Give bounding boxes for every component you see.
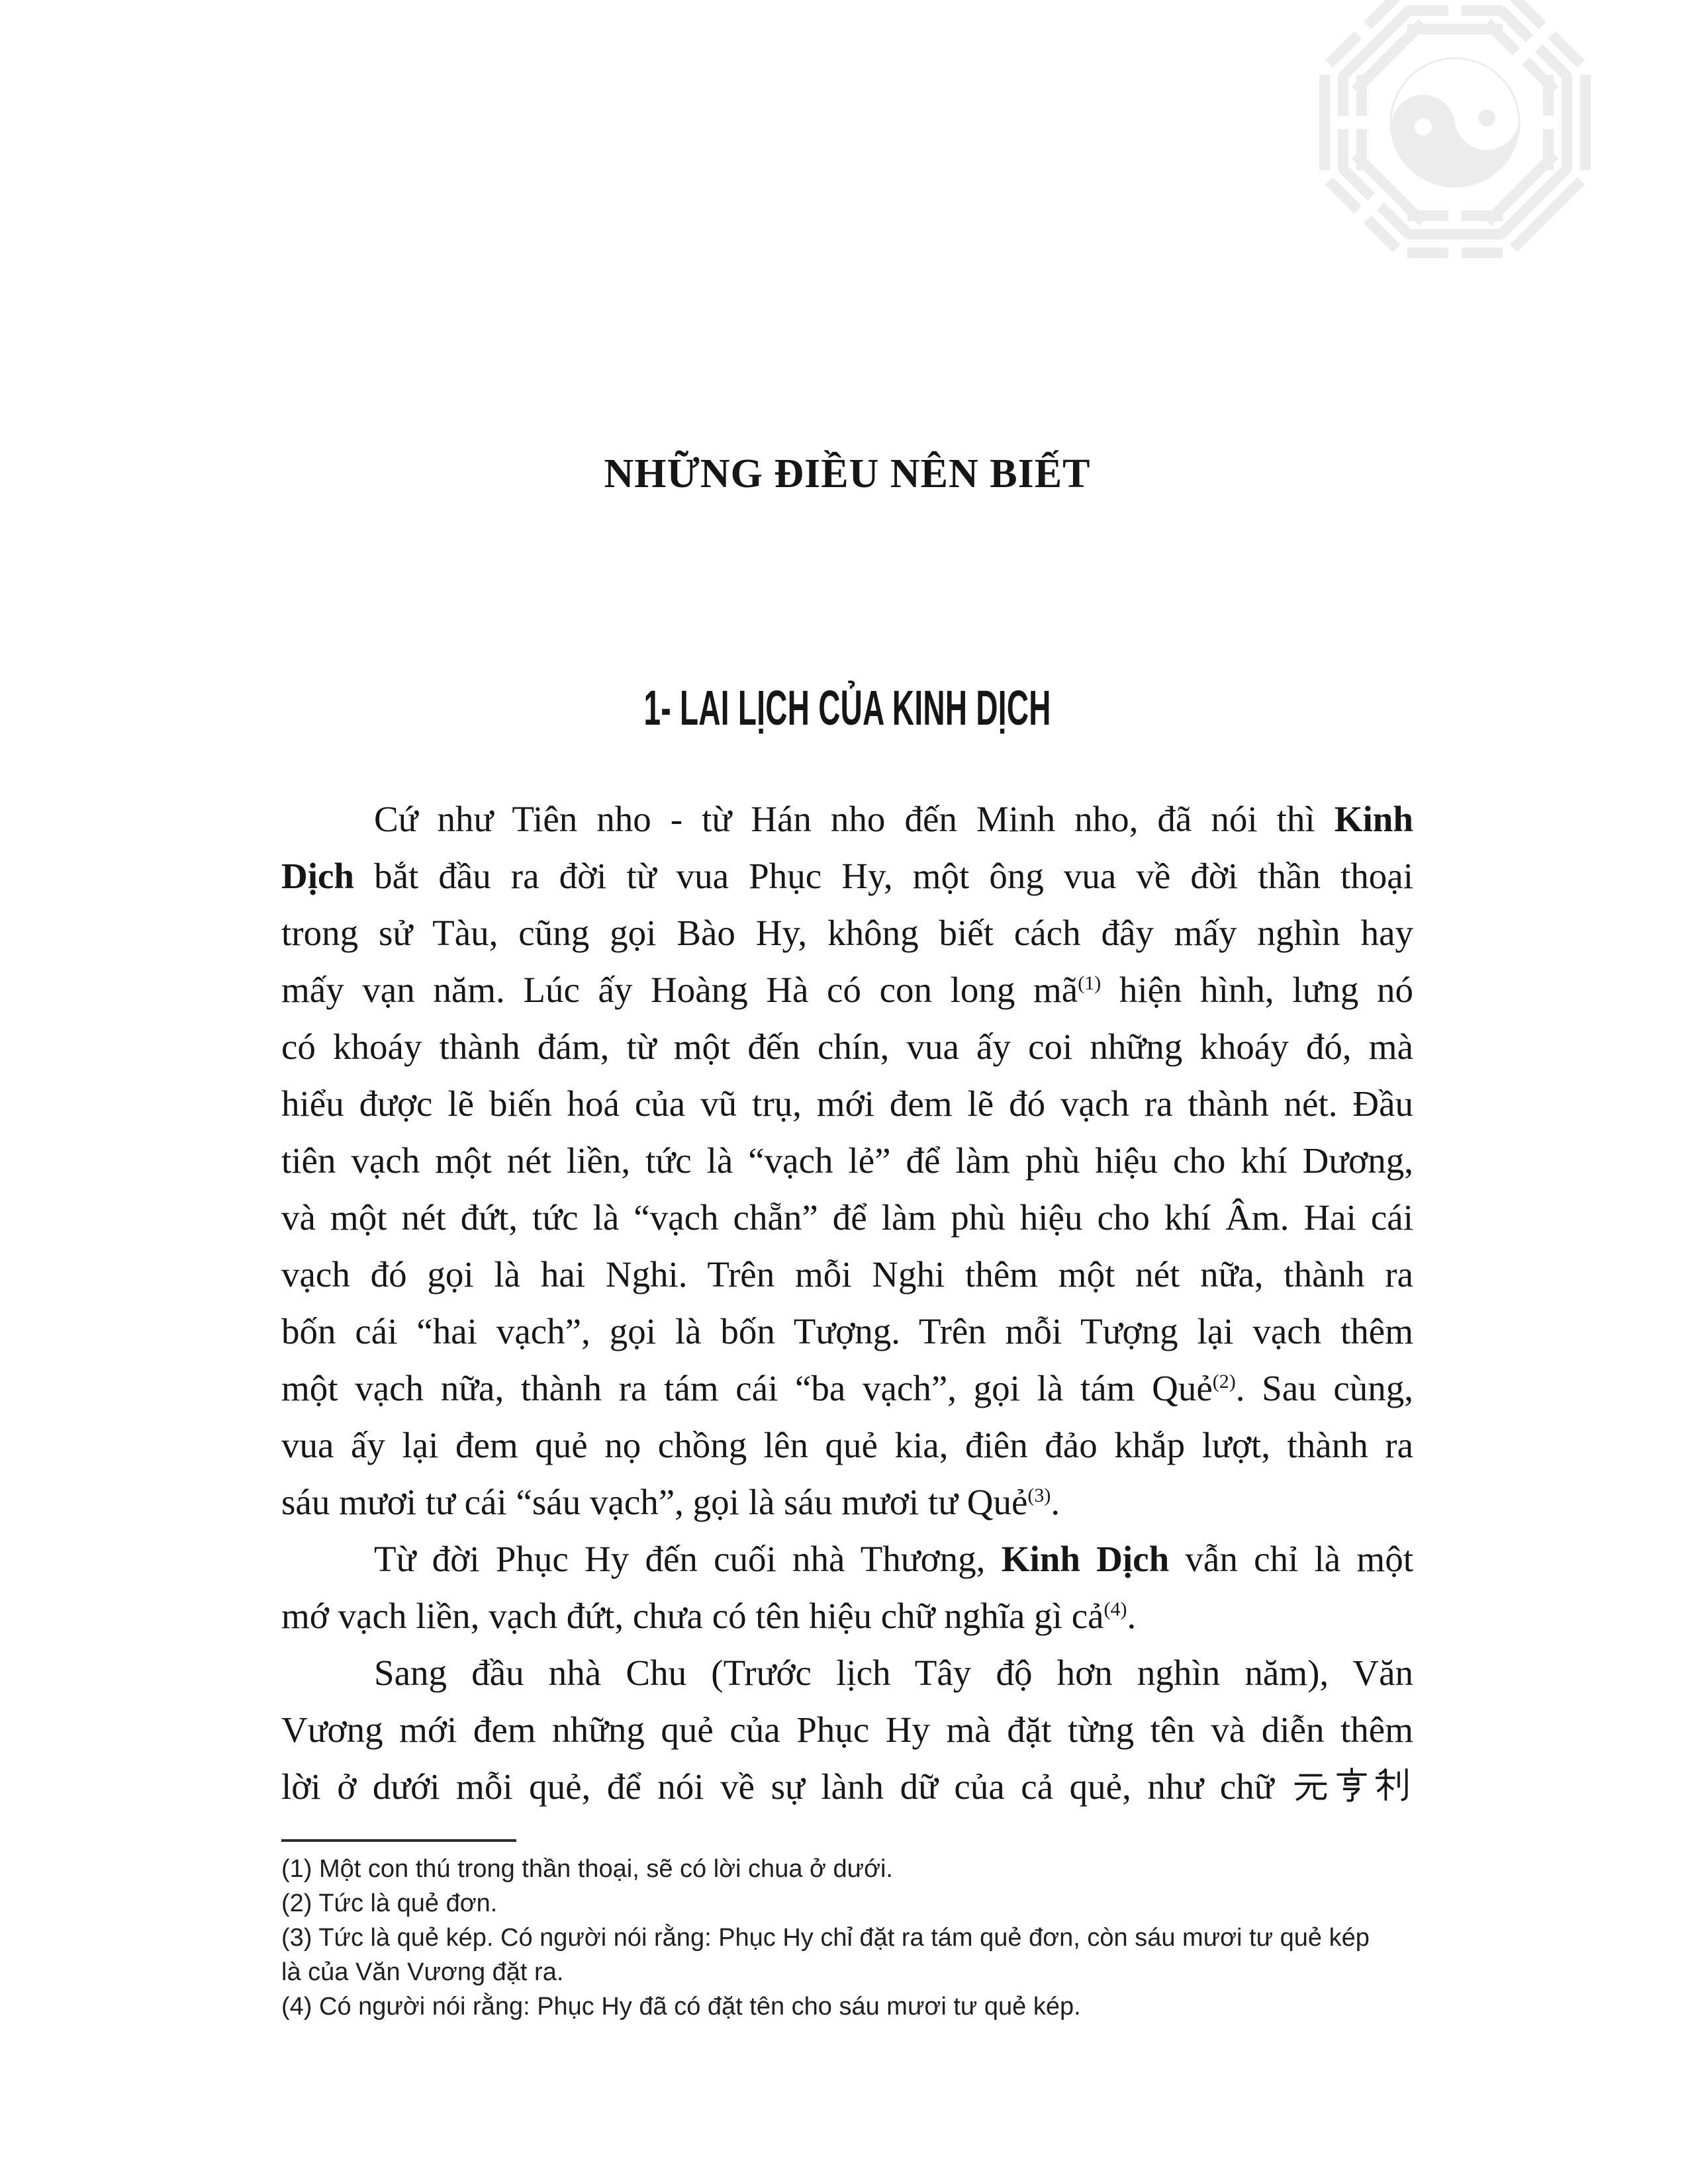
- body-line: sáu mươi tư cái “sáu vạch”, gọi là sáu mươi tư Quẻ$^{(3)}$.: [281, 1482, 1060, 1522]
- section-heading-text: 1- LAI LỊCH CỦA KINH DỊCH: [643, 680, 1051, 735]
- han-char-heng: [1333, 1766, 1370, 1803]
- bold-term: Dịch: [281, 856, 354, 896]
- bold-term: Kinh Dịch: [1001, 1539, 1170, 1579]
- body-line: Sang đầu nhà Chu (Trước lịch Tây độ hơn nghìn năm), Văn: [374, 1653, 1413, 1693]
- body-line: vạch đó gọi là hai Nghi. Trên mỗi Nghi thêm một nét nữa, thành ra: [281, 1254, 1413, 1295]
- body-line: bốn cái “hai vạch”, gọi là bốn Tượng. Trên mỗi Tượng lại vạch thêm: [281, 1311, 1413, 1351]
- section-heading: [281, 680, 1413, 748]
- footnote-line: (2) Tức là quẻ đơn.: [281, 1889, 498, 1917]
- body-line: có khoáy thành đám, từ một đến chín, vua ấy coi những khoáy đó, mà: [281, 1026, 1413, 1067]
- han-char-li: [1374, 1766, 1411, 1803]
- footnote-line: là của Văn Vương đặt ra.: [281, 1958, 564, 1986]
- body-line: tiên vạch một nét liền, tức là “vạch lẻ” để làm phù hiệu cho khí Dương,: [281, 1140, 1413, 1181]
- yinyang-icon: [1382, 50, 1527, 195]
- footnotes: [281, 1852, 1407, 2024]
- footnote-reference: (1): [1078, 972, 1102, 995]
- footnote-line: (4) Có người nói rằng: Phục Hy đã có đặt tên cho sáu mươi tư quẻ kép.: [281, 1993, 1081, 2021]
- chinese-characters: [1290, 1758, 1413, 1815]
- han-char-yuan: [1292, 1766, 1329, 1803]
- body-line: mấy vạn năm. Lúc ấy Hoàng Hà có con long $mã^{(1)}$ hiện hình, lưng nó: [281, 970, 1413, 1010]
- bold-term: Kinh: [1334, 799, 1413, 839]
- body-line: mớ vạch liền, vạch đứt, chưa có tên hiệu chữ nghĩa gì cả$^{(4)}$.: [281, 1596, 1137, 1636]
- body-line: Từ đời Phục Hy đến cuối nhà Thương, Kinh Dịch vẫn chỉ là một: [374, 1539, 1413, 1579]
- body-line: và một nét đứt, tức là “vạch chẵn” để làm phù hiệu cho khí Âm. Hai cái: [281, 1197, 1413, 1238]
- footnote-line: (3) Tức là quẻ kép. Có người nói rằng: Phục Hy chỉ đặt ra tám quẻ đơn, còn sáu mươi tư quẻ kép: [281, 1924, 1370, 1952]
- footnote-line: (1) Một con thú trong thần thoại, sẽ có lời chua ở dưới.: [281, 1855, 893, 1883]
- body-line: Vương mới đem những quẻ của Phục Hy mà đặt từng tên và diễn thêm: [281, 1709, 1413, 1750]
- footnote-reference: (3): [1027, 1484, 1051, 1507]
- body-line: Dịch bắt đầu ra đời từ vua Phục Hy, một ông vua về đời thần thoại: [281, 856, 1413, 896]
- footnote-separator: [281, 1839, 516, 1842]
- body-line: trong sử Tàu, cũng gọi Bào Hy, không biết cách đây mấy nghìn hay: [281, 913, 1413, 953]
- body-line: hiểu được lẽ biến hoá của vũ trụ, mới đem lẽ đó vạch ra thành nét. Đầu: [281, 1083, 1413, 1124]
- footnote-reference: (2): [1212, 1371, 1236, 1393]
- page-title: NHỮNG ĐIỀU NÊN BIẾT: [604, 451, 1091, 496]
- body-line: một vạch nữa, thành ra tám cái “ba vạch”, gọi là tám Quẻ$^{(2)}$. Sau cùng,: [281, 1368, 1413, 1408]
- body-line: vua ấy lại đem quẻ nọ chồng lên quẻ kia, điên đảo khắp lượt, thành ra: [281, 1425, 1413, 1465]
- body-line: lời ở dưới mỗi quẻ, để nói về sự lành dữ của cả quẻ, như chữ: [281, 1758, 1413, 1815]
- body-line: Cứ như Tiên nho - từ Hán nho đến Minh nho, đã nói thì Kinh: [374, 799, 1413, 839]
- body-text: [281, 791, 1413, 1815]
- footnote-reference: (4): [1103, 1598, 1127, 1621]
- bagua-yinyang-watermark-icon: [1309, 0, 1601, 268]
